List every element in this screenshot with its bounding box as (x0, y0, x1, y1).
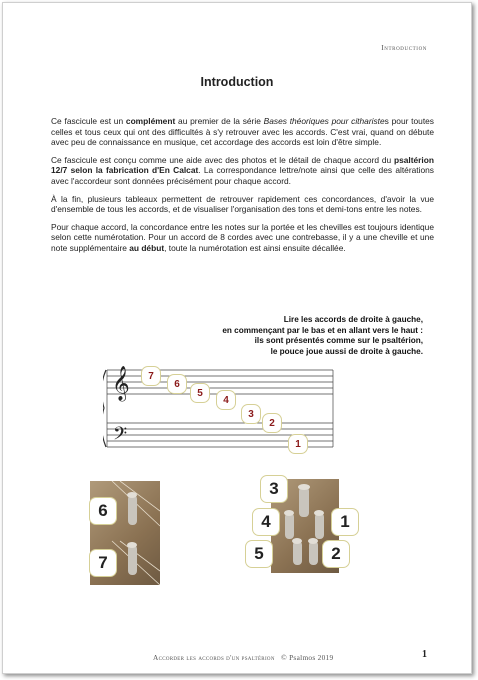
photo-number-badge: 1 (331, 508, 359, 536)
p4-bold: au début (129, 242, 165, 253)
document-page (2, 2, 472, 674)
running-head: Introduction (381, 43, 427, 52)
staff-number-badge: 7 (141, 366, 161, 386)
photo-number-badge: 5 (245, 540, 273, 568)
p4-text-a: Pour chaque accord, la concordance entre les notes sur la portée et les chevilles est toujours identique selon cette numérotation. Pour un accord de 8 cordes avec une contrebasse, il y a une cheville et une note supplémentaire (51, 221, 434, 253)
staff-number-badge: 3 (241, 404, 261, 424)
brace-icon (103, 370, 106, 447)
p4-text-c: , toute la numérotation est ainsi ensuite décallée. (164, 242, 346, 253)
p1-text-a: Ce fascicule est un (51, 116, 126, 126)
note-line: ils sont présentés comme sur le psaltérion, (254, 336, 423, 345)
staff-number-badge: 1 (288, 434, 308, 454)
body-text (51, 116, 434, 261)
p2-bold: psaltérion 12/7 selon la fabrication d'En Calcat (51, 154, 434, 176)
paragraph-3: À la fin, plusieurs tableaux permettent de retrouver rapidement ces concordances, d'avoir la vue d'ensemble de tous les accords, et de visualiser l'organisation des tons et demi-tons entre les notes. (51, 193, 434, 215)
photo-number-badge: 2 (322, 540, 350, 568)
page-number: 1 (422, 649, 427, 660)
note-line: le pouce joue aussi de droite à gauche. (270, 346, 423, 356)
reading-note (222, 315, 423, 357)
staff-number-badge: 4 (216, 390, 236, 410)
note-line: Lire les accords de droite à gauche, (283, 315, 423, 324)
bass-clef-icon: 𝄢 (113, 424, 128, 449)
p1-text-c: au premier de la série (175, 116, 264, 126)
footer-copyright: © Psalmos 2019 (281, 653, 334, 662)
footer-title: Accorder les accords d'un psaltérion (153, 653, 275, 662)
staff-number-badge: 6 (167, 374, 187, 394)
photo-number-badge: 4 (252, 508, 280, 536)
p1-text-e: s pour toutes celles et tous ceux qui ont des difficultés à s'y retrouver avec les accords. C'est vrai, quand on débute avec peu de connaissance en musique, cet accordage des accords est loin d'être simple. (51, 116, 434, 148)
photo-number-badge: 7 (89, 549, 117, 577)
photo-number-badge: 6 (89, 497, 117, 525)
p2-text-c: . La correspondance lettre/note ainsi que celle des altérations avec l'accordeur sont données précisément pour chaque accord. (51, 165, 434, 186)
treble-clef-icon: 𝄞 (112, 366, 130, 401)
p1-bold: complément (125, 116, 176, 126)
page-footer (153, 653, 333, 662)
paragraph-1 (51, 116, 434, 148)
p1-italic: Bases théoriques pour cithariste (263, 116, 385, 126)
note-line: en commençant par le bas et en allant vers le haut : (222, 325, 423, 335)
paragraph-2 (51, 155, 434, 187)
staff-number-badge: 5 (190, 383, 210, 403)
p2-text-a: Ce fascicule est conçu comme une aide avec des photos et le détail de chaque accord du (51, 154, 394, 165)
staff-number-badge: 2 (262, 413, 282, 433)
paragraph-4 (51, 222, 434, 254)
photo-number-badge: 3 (260, 475, 288, 503)
page-title: Introduction (200, 75, 274, 89)
